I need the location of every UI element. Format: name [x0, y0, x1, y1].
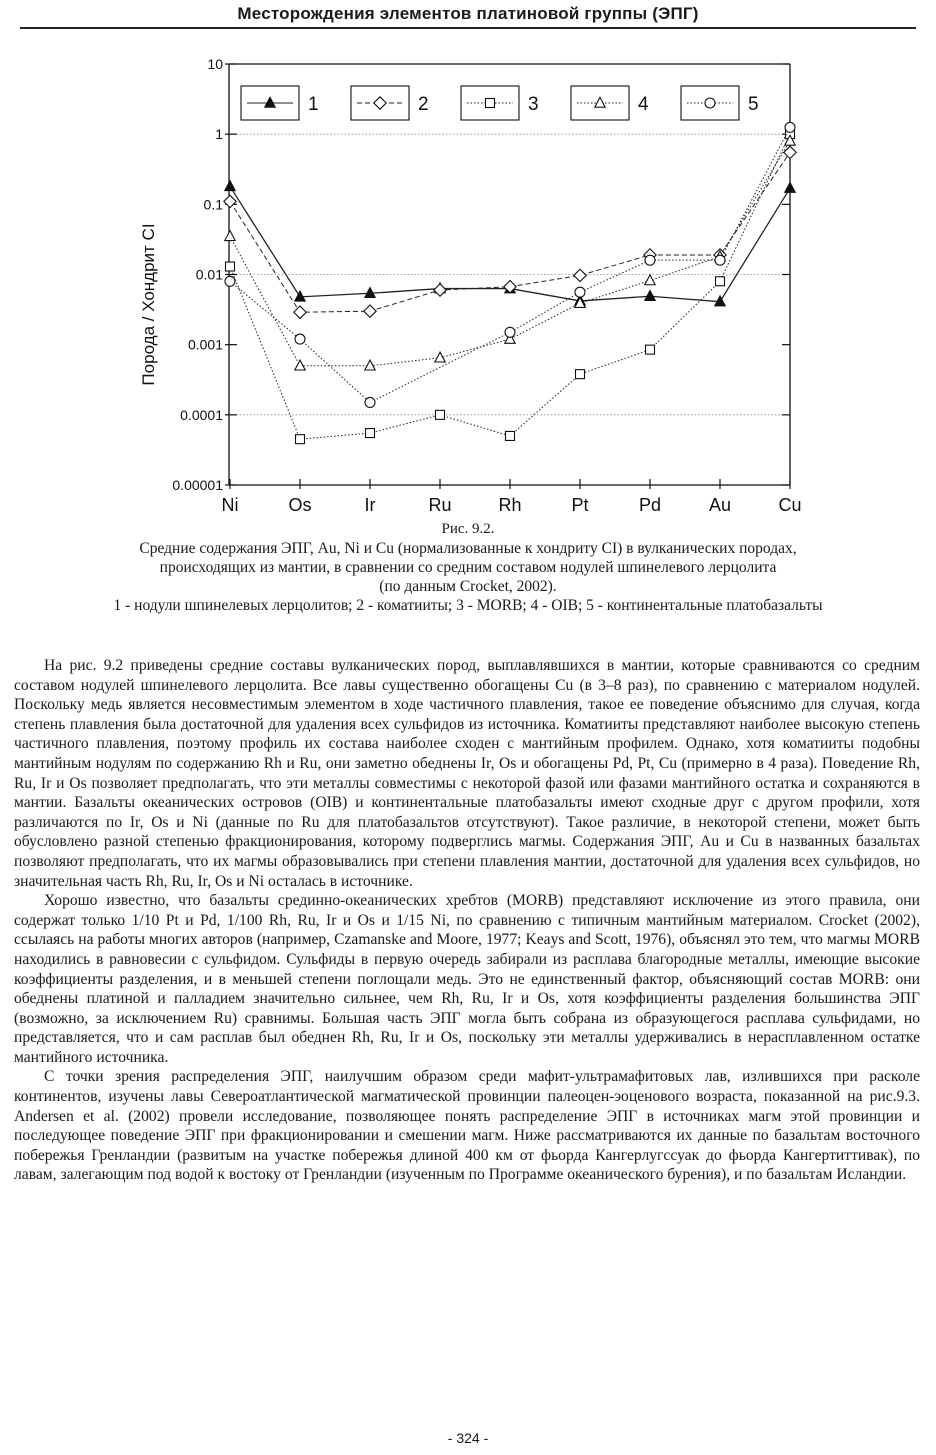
x-tick-label: Au [708, 495, 732, 515]
data-point-marker [295, 334, 305, 344]
y-tick-label: 0.00001 [172, 477, 223, 493]
x-tick-label: Pt [571, 495, 589, 515]
caption-line: Средние содержания ЭПГ, Au, Ni и Cu (нормализованные к хондриту CI) в вулканических породах, [139, 540, 797, 557]
data-point-marker [645, 275, 655, 285]
legend-label: 2 [418, 94, 429, 115]
legend-label: 5 [748, 94, 759, 115]
legend-label: 1 [308, 94, 319, 115]
caption-line: (по данным Crocket, 2002). [379, 578, 557, 595]
data-point-marker [434, 284, 446, 296]
data-point-marker [225, 231, 235, 241]
data-point-marker [784, 146, 796, 158]
data-point-marker [715, 255, 725, 265]
x-tick-label: Ru [428, 495, 452, 515]
data-point-marker [575, 287, 585, 297]
figure-number: Рис. 9.2. [441, 521, 495, 537]
data-point-marker [716, 277, 725, 286]
x-tick-label: Cu [778, 495, 802, 515]
running-header: Месторождения элементов платиновой группы (ЭПГ) [237, 4, 699, 23]
data-point-marker [296, 435, 305, 444]
y-tick-label: 0.001 [187, 336, 223, 353]
data-point-marker [645, 291, 655, 301]
paragraph: Хорошо известно, что базальты срединно-океанических хребтов (MORB) представляют исключение из этого правила, они содержат только 1/10 Pt и Pd, 1/100 Rh, Ru, Ir и Os и 1/15 Ni, по сравнению с типичным мантийным материалом. Crocket (2002), ссылаясь на работы многих авторов (например, Czamanske and Moore, 1977; Keays and Scott, 1976), объяснял это тем, что магмы MORB находились в равновесии с сульфидом. Сульфиды в первую очередь забирали из расплава благородные металлы, имеющие высокие коэффициенты разделения, и в меньшей степени поглощали медь. Это не единственный фактор, объясняющий состав MORB: они обеднены платиной и палладием значительно сильнее, чем Rh, Ru, Ir и Os, хотя коэффициенты разделения большинства ЭПГ (возможно, за исключением Ru) сравнимы. Большая часть ЭПГ могла быть собрана из образующегося расплава сульфидами, но представляется, что и сам расплав был обеднен Rh, Ru, Ir и Os, поскольку эти металлы удерживались в нерасплавленном остатке мантийного источника. [14, 892, 920, 1066]
y-axis-label: Порода / Хондрит CI [139, 223, 158, 386]
caption-legend-line: 1 - нодули шпинелевых лерцолитов; 2 - коматииты; 3 - MORB; 4 - OIB; 5 - континентальные платобазальты [113, 597, 823, 614]
figure-caption [20, 520, 916, 615]
data-point-marker [225, 276, 235, 286]
y-tick-label: 0.01 [195, 266, 223, 283]
figure-9-2-chart [130, 40, 810, 518]
data-point-marker [295, 360, 305, 370]
data-point-marker [785, 182, 795, 192]
data-point-marker [224, 195, 236, 207]
data-point-marker [226, 262, 235, 271]
legend [241, 86, 759, 120]
y-tick-label: 10 [207, 56, 223, 72]
data-point-marker [364, 305, 376, 317]
caption-line: происходящих из мантии, в сравнении со средним составом нодулей шпинелевого лерцолита [159, 559, 777, 576]
y-tick-label: 0.0001 [180, 406, 223, 423]
data-point-marker [294, 306, 306, 318]
x-tick-label: Ir [364, 495, 376, 515]
header-rule [20, 27, 916, 29]
x-tick-label: Pd [638, 495, 662, 515]
data-point-marker [365, 397, 375, 407]
series-2 [224, 146, 796, 318]
series-line [230, 127, 790, 402]
body-text [14, 656, 920, 1185]
x-tick-label: Os [288, 495, 312, 515]
data-point-marker [705, 98, 715, 108]
legend-label: 3 [528, 94, 539, 115]
y-tick-label: 1 [215, 126, 223, 143]
data-point-marker [366, 429, 375, 438]
data-point-marker [574, 269, 586, 281]
page-number: - 324 - [447, 1430, 489, 1446]
data-point-marker [486, 99, 495, 108]
data-point-marker [576, 370, 585, 379]
series-5 [225, 122, 795, 407]
paragraph: С точки зрения распределения ЭПГ, наилучшим образом среди мафит-ультрамафитовых лав, излившихся при расколе континентов, изучены лавы Североатлантической магматической провинции палеоцен-эоценового возраста, показанной на рис.9.3. Andersen et al. (2002) провели исследование, позволяющее понять распределение ЭПГ в источниках магм этой провинции и последующее поведение ЭПГ при фракционировании и смешении магм. Ниже рассматриваются их данные по базальтам восточного побережья Гренландии (развитым на участке побережья длиной 400 км от фьорда Кангерлугссуак до фьорда Кангертиттивак), по лавам, залегающим под водой к востоку от Гренландии (изученным по Программе океанического бурения), и по базальтам Исландии. [14, 1068, 920, 1184]
legend-label: 4 [638, 94, 649, 115]
data-point-marker [505, 327, 515, 337]
x-tick-label: Ni [221, 495, 239, 515]
data-point-marker [785, 122, 795, 132]
data-point-marker [506, 431, 515, 440]
data-point-marker [436, 410, 445, 419]
y-tick-label: 0.1 [203, 196, 223, 213]
x-tick-label: Rh [498, 495, 522, 515]
data-point-marker [225, 181, 235, 191]
paragraph: На рис. 9.2 приведены средние составы вулканических пород, выплавлявшихся в мантии, которые сравниваются со средним составом нодулей шпинелевого лерцолита. Все лавы существенно обогащены Cu (в 3–8 раз), по сравнению с материалом нодулей. Поскольку медь является несовместимым элементом в ходе частичного плавления, такое ее поведение объяснимо для случая, когда степень плавления была достаточной для удаления всех сульфидов из источника. Коматииты представляют наиболее высокую степень частичного плавления, поэтому профиль их состава наиболее сходен с мантийным профилем. Однако, хотя коматииты подобны мантийным нодулям по содержанию Rh и Ru, они заметно обеднены Ir, Os и обогащены Pd, Pt, Cu (примерно в 4 раза). Поведение Rh, Ru, Ir и Os позволяет предполагать, что эти металлы совместимы с некоторой фазой или фазами мантийного остатка и сохраняются в мантии. Базальты океанических островов (OIB) и континентальные платобазальты имеют сходные друг с другом профили, хотя различаются по Ir, Os и Ni (данные по Ru для платобазальтов отсутствуют). Такое различие, в некоторой степени, может быть обусловлено разной степенью фракционирования, которому подверглись магмы. Содержания ЭПГ, Au и Cu в названных базальтах позволяют предполагать, что их магмы образовывались при степени плавления мантии, достаточной для удаления всех сульфидов, но значительная часть Rh, Ru, Ir, Os и Ni осталась в источнике. [14, 657, 920, 890]
data-point-marker [646, 345, 655, 354]
data-point-marker [645, 255, 655, 265]
